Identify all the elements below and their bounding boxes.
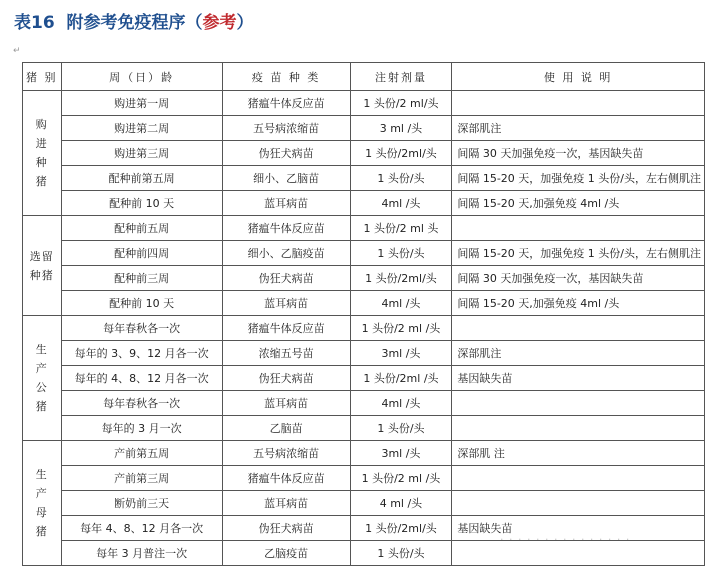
notes-cell: 间隔 30 天加强免疫一次，基因缺失苗 xyxy=(452,266,705,291)
age-cell: 配种前三周 xyxy=(61,266,222,291)
dose-cell: 4 ml /头 xyxy=(350,491,452,516)
dose-cell: 1 头份/头 xyxy=(350,416,452,441)
table-row xyxy=(23,241,705,266)
table-row xyxy=(23,216,705,241)
vaccine-cell: 猪瘟牛体反应苗 xyxy=(222,466,350,491)
watermark: · · · · · · · · · · · · · · · xyxy=(500,533,631,546)
table-row xyxy=(23,116,705,141)
col-header-type: 猪 别 xyxy=(23,63,62,91)
age-cell: 每年的 3 月一次 xyxy=(61,416,222,441)
age-cell: 配种前第五周 xyxy=(61,166,222,191)
dose-cell: 4ml /头 xyxy=(350,291,452,316)
vaccine-table xyxy=(22,62,705,566)
vaccine-cell: 乙脑疫苗 xyxy=(222,541,350,566)
table-row xyxy=(23,191,705,216)
table-row xyxy=(23,416,705,441)
age-cell: 每年 3 月普注一次 xyxy=(61,541,222,566)
age-cell: 每年春秋各一次 xyxy=(61,391,222,416)
age-cell: 每年的 3、9、12 月各一次 xyxy=(61,341,222,366)
notes-cell xyxy=(452,391,705,416)
notes-cell: 基因缺失苗 xyxy=(452,516,705,541)
notes-cell: 深部肌注 xyxy=(452,116,705,141)
paragraph-mark-icon: ↵ xyxy=(13,46,21,56)
table-row xyxy=(23,466,705,491)
table-row xyxy=(23,291,705,316)
dose-cell: 3ml /头 xyxy=(350,341,452,366)
vaccine-cell: 猪瘟牛体反应苗 xyxy=(222,216,350,241)
table-row xyxy=(23,366,705,391)
dose-cell: 1 头份/2 ml /头 xyxy=(350,316,452,341)
notes-cell xyxy=(452,316,705,341)
notes-cell: 间隔 15-20 天,加强免疫 4ml /头 xyxy=(452,191,705,216)
vaccine-cell: 五号病浓缩苗 xyxy=(222,441,350,466)
title-number: 表16 xyxy=(14,13,55,33)
title-paren-open: （ xyxy=(185,13,203,33)
dose-cell: 4ml /头 xyxy=(350,391,452,416)
age-cell: 每年春秋各一次 xyxy=(61,316,222,341)
title-paren-close: ） xyxy=(236,13,254,33)
col-header-dose: 注射剂量 xyxy=(350,63,452,91)
table-row xyxy=(23,491,705,516)
dose-cell: 1 头份/头 xyxy=(350,241,452,266)
dose-cell: 1 头份/2ml /头 xyxy=(350,366,452,391)
age-cell: 断奶前三天 xyxy=(61,491,222,516)
vaccine-cell: 猪瘟牛体反应苗 xyxy=(222,316,350,341)
table-row xyxy=(23,266,705,291)
vaccine-cell: 蓝耳病苗 xyxy=(222,191,350,216)
notes-cell: 间隔 30 天加强免疫一次，基因缺失苗 xyxy=(452,141,705,166)
pig-type-cell: 选留 种猪 xyxy=(23,216,62,316)
notes-cell: 间隔 15-20 天，加强免疫 1 头份/头，左右侧肌注 xyxy=(452,241,705,266)
page-title xyxy=(14,8,254,33)
table-row xyxy=(23,141,705,166)
age-cell: 配种前五周 xyxy=(61,216,222,241)
vaccine-cell: 蓝耳病苗 xyxy=(222,491,350,516)
notes-cell xyxy=(452,491,705,516)
dose-cell: 3 ml /头 xyxy=(350,116,452,141)
vaccine-cell: 伪狂犬病苗 xyxy=(222,366,350,391)
dose-cell: 1 头份/2 ml/头 xyxy=(350,91,452,116)
table-row xyxy=(23,166,705,191)
notes-cell: 基因缺失苗 xyxy=(452,366,705,391)
col-header-vaccine: 疫 苗 种 类 xyxy=(222,63,350,91)
notes-cell xyxy=(452,416,705,441)
vaccine-cell: 浓缩五号苗 xyxy=(222,341,350,366)
vaccine-cell: 细小、乙脑疫苗 xyxy=(222,241,350,266)
table-row xyxy=(23,391,705,416)
age-cell: 每年 4、8、12 月各一次 xyxy=(61,516,222,541)
table-header-row xyxy=(23,63,705,91)
table-row xyxy=(23,91,705,116)
table-row xyxy=(23,316,705,341)
table-body xyxy=(23,91,705,566)
col-header-age: 周（日）龄 xyxy=(61,63,222,91)
vaccine-cell: 伪狂犬病苗 xyxy=(222,141,350,166)
title-main: 附参考免疫程序 xyxy=(66,13,186,33)
dose-cell: 1 头份/2ml/头 xyxy=(350,141,452,166)
vaccine-cell: 蓝耳病苗 xyxy=(222,391,350,416)
vaccine-cell: 细小、乙脑苗 xyxy=(222,166,350,191)
dose-cell: 1 头份/头 xyxy=(350,166,452,191)
table-row xyxy=(23,341,705,366)
vaccine-cell: 蓝耳病苗 xyxy=(222,291,350,316)
notes-cell: 深部肌注 xyxy=(452,341,705,366)
dose-cell: 1 头份/2 ml /头 xyxy=(350,466,452,491)
title-red: 参考 xyxy=(202,13,237,33)
dose-cell: 1 头份/2 ml 头 xyxy=(350,216,452,241)
dose-cell: 1 头份/2ml/头 xyxy=(350,516,452,541)
age-cell: 配种前 10 天 xyxy=(61,191,222,216)
notes-cell xyxy=(452,216,705,241)
dose-cell: 1 头份/头 xyxy=(350,541,452,566)
table-row xyxy=(23,441,705,466)
vaccine-cell: 五号病浓缩苗 xyxy=(222,116,350,141)
age-cell: 配种前 10 天 xyxy=(61,291,222,316)
notes-cell xyxy=(452,466,705,491)
dose-cell: 3ml /头 xyxy=(350,441,452,466)
pig-type-cell: 生 产 母 猪 xyxy=(23,441,62,566)
age-cell: 配种前四周 xyxy=(61,241,222,266)
age-cell: 产前第三周 xyxy=(61,466,222,491)
notes-cell: 间隔 15-20 天，加强免疫 1 头份/头，左右侧肌注 xyxy=(452,166,705,191)
age-cell: 每年的 4、8、12 月各一次 xyxy=(61,366,222,391)
dose-cell: 4ml /头 xyxy=(350,191,452,216)
age-cell: 购进第三周 xyxy=(61,141,222,166)
col-header-notes: 使 用 说 明 xyxy=(452,63,705,91)
age-cell: 购进第二周 xyxy=(61,116,222,141)
pig-type-cell: 购 进 种 猪 xyxy=(23,91,62,216)
notes-cell xyxy=(452,91,705,116)
notes-cell: 间隔 15-20 天,加强免疫 4ml /头 xyxy=(452,291,705,316)
vaccine-cell: 伪狂犬病苗 xyxy=(222,516,350,541)
dose-cell: 1 头份/2ml/头 xyxy=(350,266,452,291)
vaccine-cell: 乙脑苗 xyxy=(222,416,350,441)
vaccine-cell: 伪狂犬病苗 xyxy=(222,266,350,291)
age-cell: 产前第五周 xyxy=(61,441,222,466)
vaccine-cell: 猪瘟牛体反应苗 xyxy=(222,91,350,116)
pig-type-cell: 生 产 公 猪 xyxy=(23,316,62,441)
notes-cell: 深部肌 注 xyxy=(452,441,705,466)
age-cell: 购进第一周 xyxy=(61,91,222,116)
